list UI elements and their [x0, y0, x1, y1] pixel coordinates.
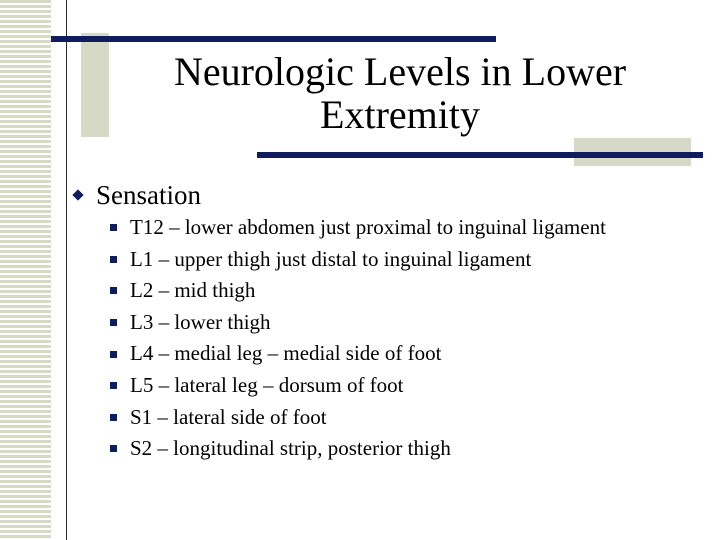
- diamond-bullet-icon: [72, 189, 83, 200]
- list-item: [110, 212, 606, 244]
- square-bullet-icon: [110, 414, 117, 421]
- left-stripe-decoration: [0, 0, 51, 540]
- square-bullet-icon: [110, 256, 117, 263]
- list-item-text: L1 – upper thigh just distal to inguinal ligament: [130, 246, 532, 271]
- list-item: [110, 402, 606, 434]
- square-bullet-icon: [110, 382, 117, 389]
- list-item-text: L4 – medial leg – medial side of foot: [130, 341, 442, 366]
- list-item-text: T12 – lower abdomen just proximal to inguinal ligament: [130, 215, 606, 239]
- sub-bullet-list: [110, 212, 606, 465]
- list-item: [110, 370, 606, 402]
- title-bar-bottom: [257, 152, 703, 158]
- list-item: [110, 307, 606, 339]
- list-item-text: L2 – mid thigh: [130, 278, 256, 303]
- slide-title: Neurologic Levels in Lower Extremity: [173, 49, 627, 137]
- list-item: [110, 275, 606, 307]
- square-bullet-icon: [110, 351, 117, 358]
- square-bullet-icon: [110, 287, 117, 294]
- main-bullet: [74, 180, 201, 210]
- list-item-text: S1 – lateral side of foot: [130, 404, 327, 429]
- list-item: [110, 244, 606, 276]
- list-item-text: L5 – lateral leg – dorsum of foot: [130, 372, 404, 397]
- title-accent-box-left: [81, 33, 109, 137]
- title-bar-top: [51, 36, 496, 42]
- vertical-rule: [66, 0, 67, 540]
- square-bullet-icon: [110, 224, 117, 231]
- list-item-text: L3 – lower thigh: [130, 309, 271, 334]
- list-item-text: S2 – longitudinal strip, posterior thigh: [130, 436, 451, 461]
- list-item: [110, 433, 606, 465]
- square-bullet-icon: [110, 319, 117, 326]
- square-bullet-icon: [110, 445, 117, 452]
- list-item: [110, 338, 606, 370]
- main-bullet-label: Sensation: [96, 180, 201, 210]
